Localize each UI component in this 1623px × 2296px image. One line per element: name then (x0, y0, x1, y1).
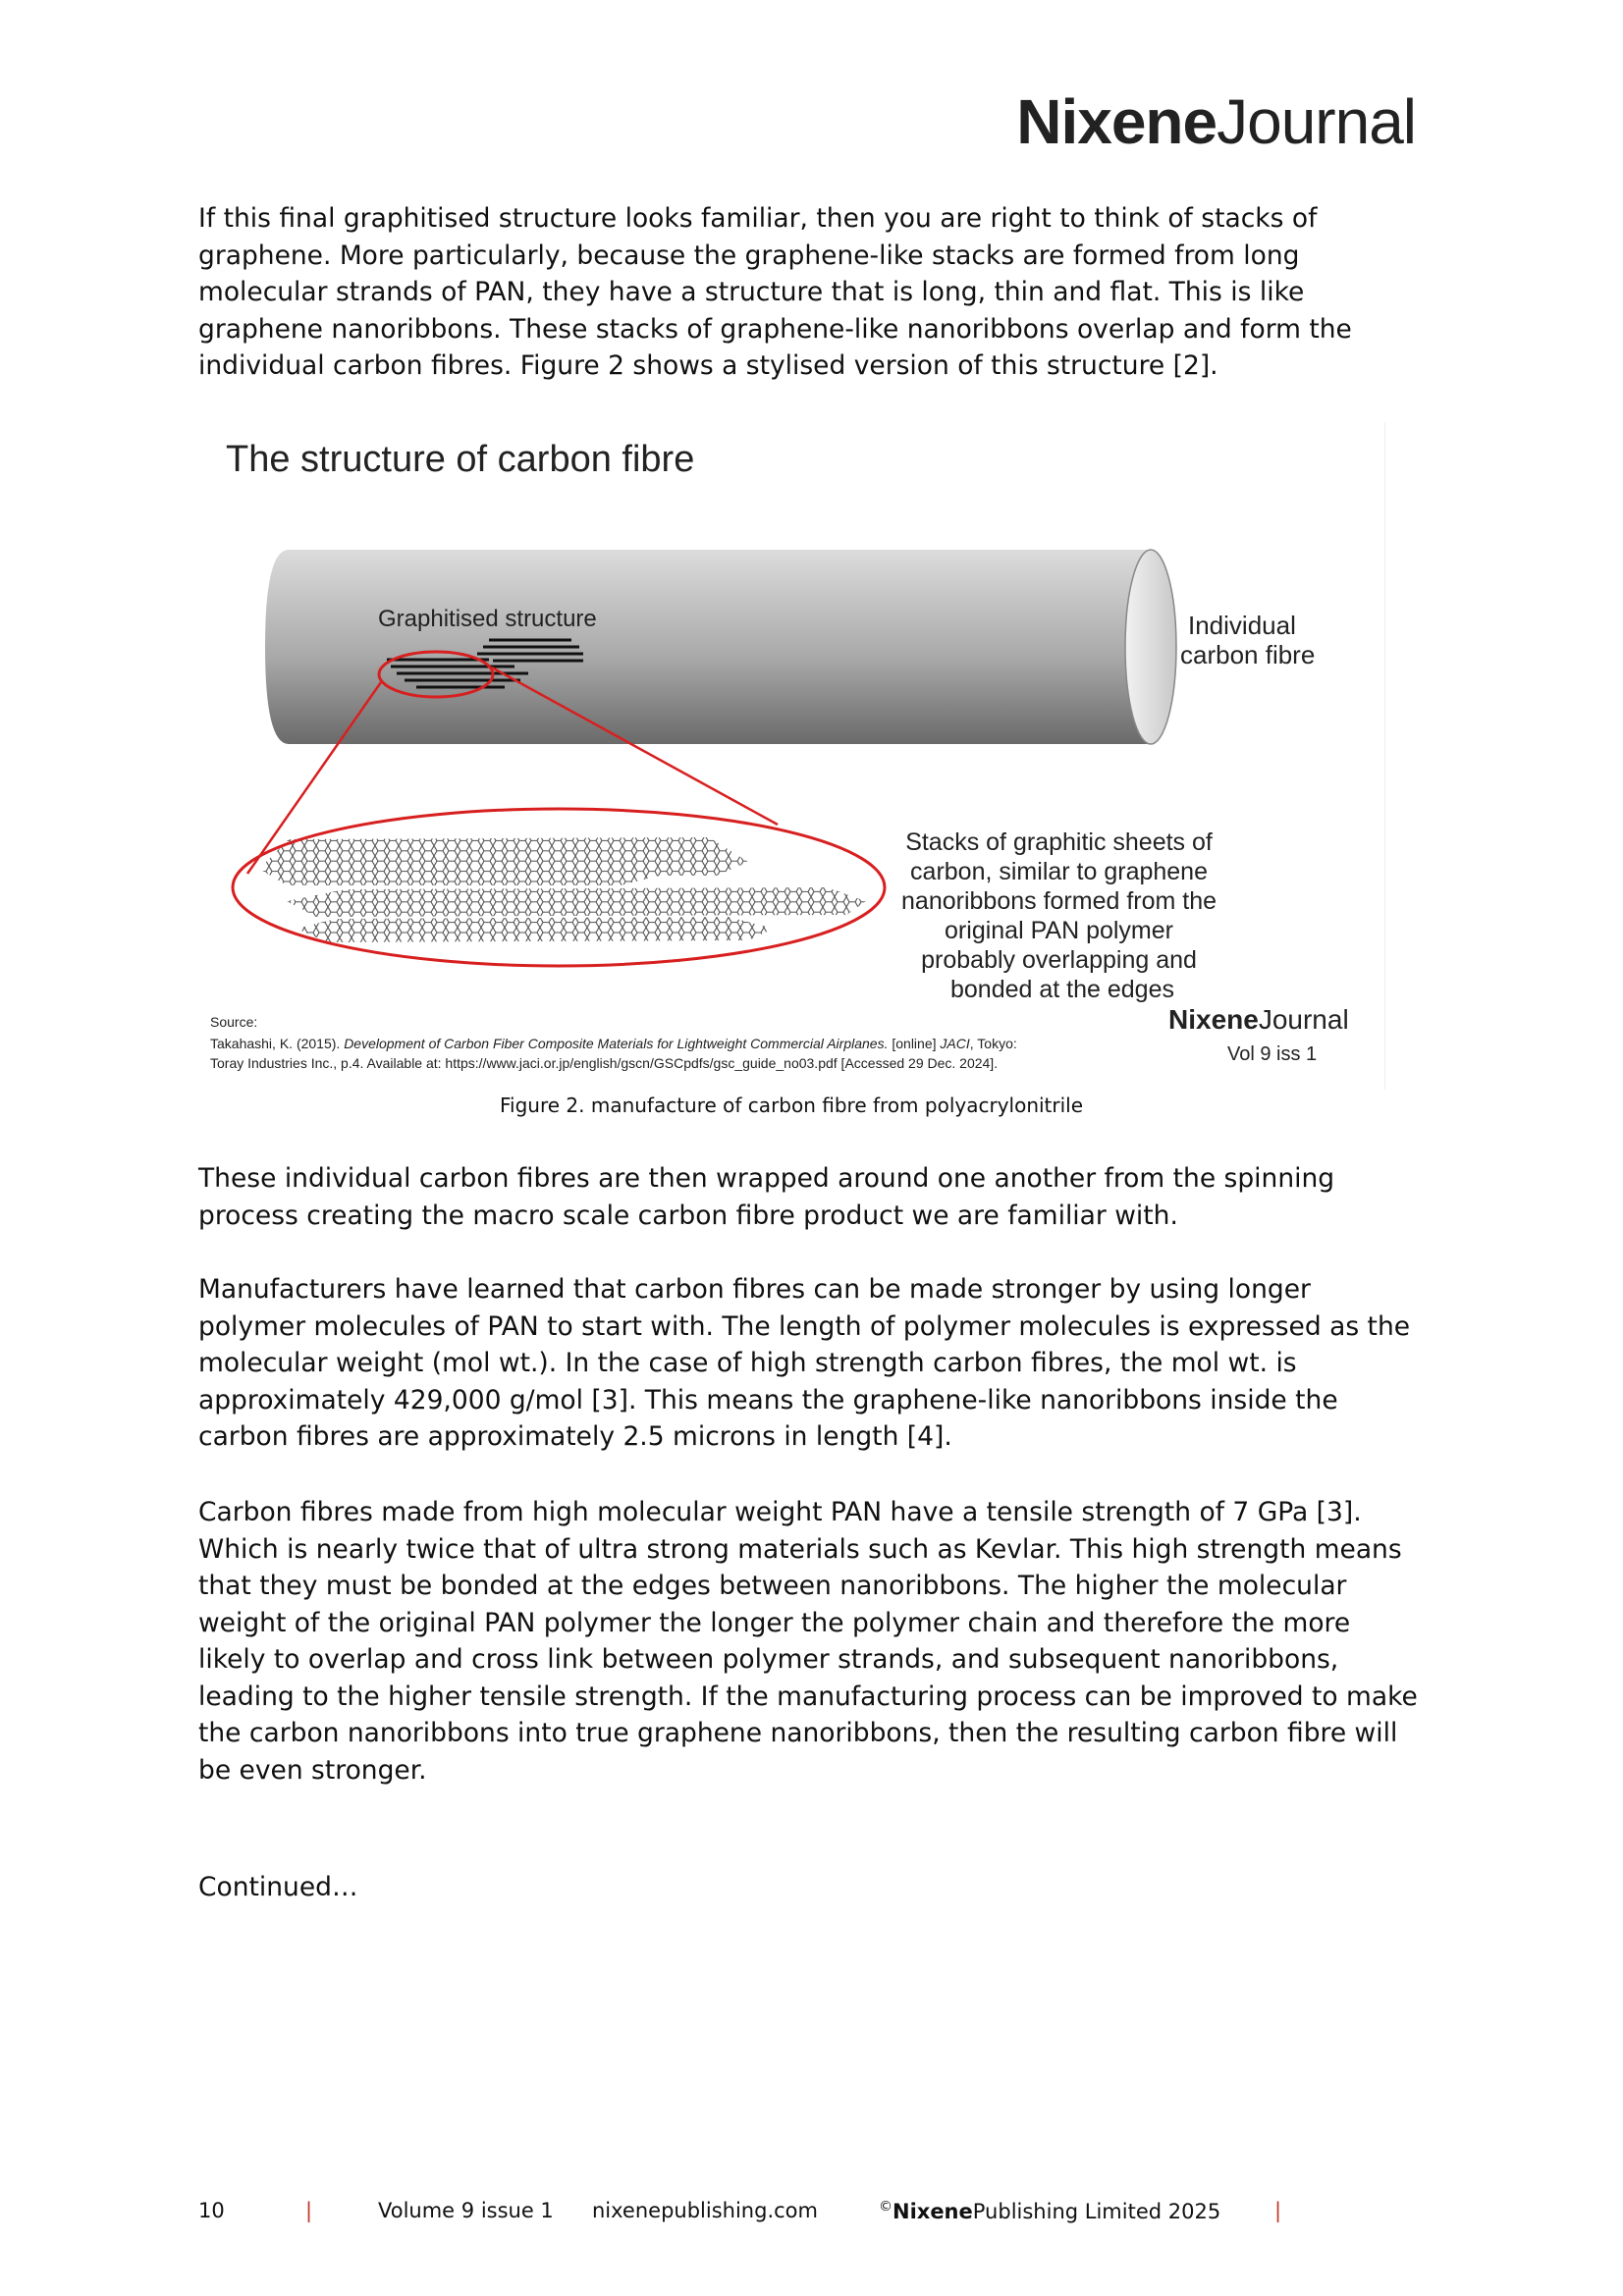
masthead-brand-bold: Nixene (1016, 86, 1217, 157)
figure-title: The structure of carbon fibre (226, 439, 695, 480)
figure-carbon-fibre-structure (198, 422, 1385, 1090)
source-heading: Source: (210, 1014, 258, 1030)
journal-masthead (1016, 86, 1416, 157)
graphene-sheets (259, 837, 866, 942)
footer-separator-2: | (1274, 2199, 1282, 2222)
individual-fibre-label: Individual carbon fibre (1180, 611, 1316, 669)
paragraph-molecular-weight: Manufacturers have learned that carbon fibres can be made stronger by using longer polymer molecules of PAN to start with. The length of polymer molecules is expressed as the molecular weight (mol wt.). In the case of high strength carbon fibres, the mol wt. is approximately 429,000 g/mol [3]. This means the graphene-like nanoribbons inside the carbon fibres are approximately 2.5 microns in length [4]. (198, 1274, 1411, 1452)
graphitised-structure-label: Graphitised structure (378, 606, 597, 632)
source-line-1: Takahashi, K. (2015). Development of Carbon Fiber Composite Materials for Lightweight Commercial Airplanes. [online] JACI, Tokyo: (210, 1036, 1017, 1051)
footer-volume: Volume 9 issue 1 (378, 2199, 554, 2222)
paragraph-wrapped-fibres: These individual carbon fibres are then wrapped around one another from the spinning process creating the macro scale carbon fibre product we are familiar with. (198, 1163, 1335, 1231)
source-line-2: Toray Industries Inc., p.4. Available at: https://www.jaci.or.jp/english/gscn/GSCpdfs/gsc_guide_no03.pdf [Accessed 29 Dec. 2024]. (210, 1055, 999, 1071)
footer-copyright: ©NixenePublishing Limited 2025 (879, 2199, 1221, 2223)
carbon-fibre-end-cap (1125, 550, 1176, 744)
page-footer (0, 2199, 1623, 2228)
figure-volume-label: Vol 9 iss 1 (1227, 1043, 1318, 1065)
page-number: 10 (198, 2199, 225, 2222)
paragraph-graphitised-structure: If this final graphitised structure looks familiar, then you are right to think of stacks of graphene. More particularly, because the graphene-like stacks are formed from long molecular strands of PAN, they have a structure that is long, thin and flat. This is like graphene nanoribbons. These stacks of graphene-like nanoribbons overlap and form the individual carbon fibres. Figure 2 shows a stylised version of this structure [2]. (198, 203, 1352, 381)
figure-illustration (198, 422, 1384, 1090)
figure-brand-mark: NixeneJournal (1168, 1004, 1349, 1035)
carbon-fibre-cylinder (265, 550, 1151, 744)
continued-note: Continued… (198, 1872, 358, 1902)
zoom-ring-large (233, 809, 885, 966)
stacks-description: Stacks of graphitic sheets of carbon, similar to graphene nanoribbons formed from the original PAN polymer probably overlapping and bonded at the edges (901, 828, 1217, 1003)
figure-source (210, 1014, 1017, 1071)
figure-caption: Figure 2. manufacture of carbon fibre from polyacrylonitrile (499, 1094, 1084, 1117)
masthead-brand-light: Journal (1217, 86, 1416, 157)
footer-website-link[interactable]: nixenepublishing.com (592, 2199, 818, 2222)
footer-separator-1: | (305, 2199, 313, 2222)
paragraph-tensile-strength: Carbon fibres made from high molecular weight PAN have a tensile strength of 7 GPa [3]. Which is nearly twice that of ultra strong materials such as Kevlar. This high strength means that they must be bonded at the edges between nanoribbons. The higher the molecular weight of the original PAN polymer the longer the polymer chain and therefore the more likely to overlap and cross link between polymer strands, and subsequent nanoribbons, leading to the higher tensile strength. If the manufacturing process can be improved to make the carbon nanoribbons into true graphene nanoribbons, then the resulting carbon fibre will be even stronger. (198, 1497, 1418, 1786)
